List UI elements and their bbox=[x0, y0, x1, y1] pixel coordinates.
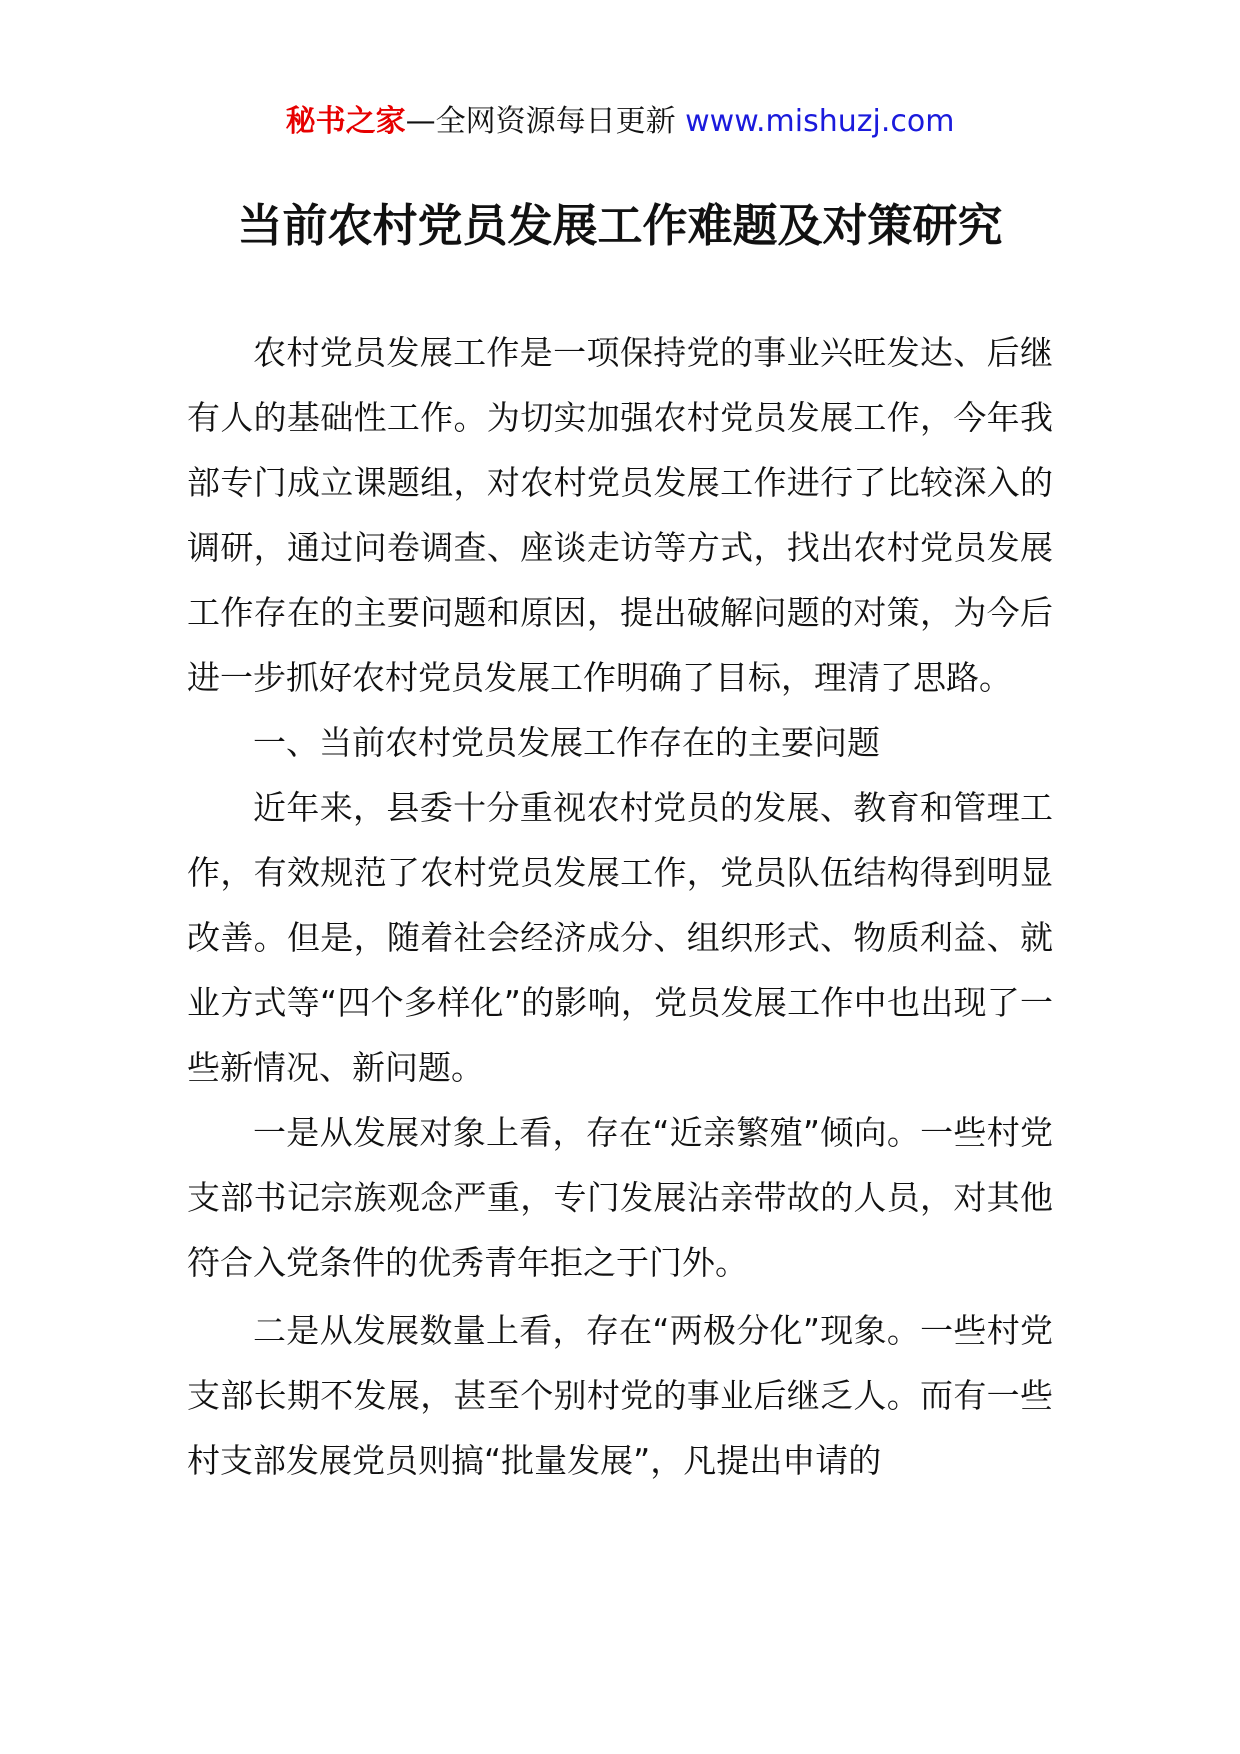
brand-name: 秘书之家 bbox=[285, 104, 406, 139]
site-header bbox=[0, 100, 1240, 144]
document-title: 当前农村党员发展工作难题及对策研究 bbox=[237, 199, 1003, 252]
paragraph-point-1: 一是从发展对象上看，存在“近亲繁殖”倾向。一些村党支部书记宗族观念严重，专门发展沾亲带故的人员，对其他符合入党条件的优秀青年拒之于门外。 bbox=[187, 1113, 1053, 1282]
document-body bbox=[187, 320, 1053, 1493]
paragraph-overview: 近年来，县委十分重视农村党员的发展、教育和管理工作，有效规范了农村党员发展工作，党员队伍结构得到明显改善。但是，随着社会经济成分、组织形式、物质利益、就业方式等“四个多样化”的影响，党员发展工作中也出现了一些新情况、新问题。 bbox=[187, 788, 1053, 1087]
paragraph-intro: 农村党员发展工作是一项保持党的事业兴旺发达、后继有人的基础性工作。为切实加强农村党员发展工作，今年我部专门成立课题组，对农村党员发展工作进行了比较深入的调研，通过问卷调查、座谈走访等方式，找出农村党员发展工作存在的主要问题和原因，提出破解问题的对策，为今后进一步抓好农村党员发展工作明确了目标，理清了思路。 bbox=[187, 333, 1053, 697]
site-url-link[interactable]: www.mishuzj.com bbox=[685, 104, 955, 139]
header-tagline: —全网资源每日更新 bbox=[405, 104, 686, 139]
section-heading-1: 一、当前农村党员发展工作存在的主要问题 bbox=[253, 723, 880, 762]
paragraph-point-2: 二是从发展数量上看，存在“两极分化”现象。一些村党支部长期不发展，甚至个别村党的事业后继乏人。而有一些村支部发展党员则搞“批量发展”，凡提出申请的 bbox=[187, 1311, 1053, 1480]
